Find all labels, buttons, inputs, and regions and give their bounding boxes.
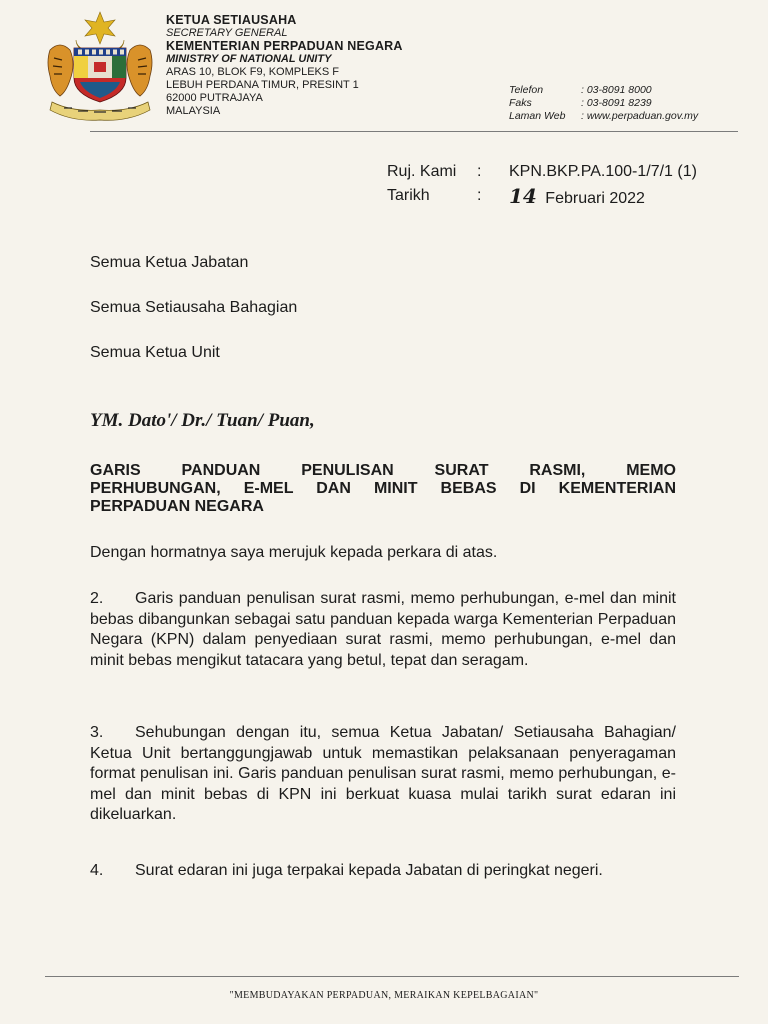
footer-motto: "MEMBUDAYAKAN PERPADUAN, MERAIKAN KEPELBAGAIAN" — [229, 990, 539, 1001]
recipient-line: Semua Ketua Jabatan — [90, 254, 249, 271]
fax-label: Faks — [509, 97, 532, 109]
handwritten-day: 14 — [509, 184, 537, 208]
salutation: YM. Dato'/ Dr./ Tuan/ Puan, — [90, 410, 315, 431]
paragraph-text: Garis panduan penulisan surat rasmi, memo perhubungan, e-mel dan minit bebas dibangunkan sebagai satu panduan kepada warga Kementerian Perpaduan Negara (KPN) dalam penyediaan surat rasmi, memo perhubungan, e-mel dan minit bebas mengikut tatacara yang betul, tepat dan seragam. — [90, 590, 676, 669]
ministry-name-english: MINISTRY OF NATIONAL UNITY — [166, 53, 332, 65]
date-colon: : — [477, 187, 482, 204]
recipient-line: Semua Setiausaha Bahagian — [90, 299, 298, 316]
date-value — [509, 184, 645, 211]
paragraph-number: 2. — [90, 590, 104, 607]
website-label: Laman Web — [509, 110, 566, 122]
paragraph-text: Surat edaran ini juga terpakai kepada Jabatan di peringkat negeri. — [135, 862, 603, 879]
address-line: MALAYSIA — [166, 105, 221, 117]
subject-line: PERPADUAN NEGARA — [90, 498, 264, 515]
reference-block — [387, 160, 697, 211]
intro-paragraph: Dengan hormatnya saya merujuk kepada perkara di atas. — [90, 544, 498, 561]
reference-colon: : — [477, 163, 482, 180]
paragraph-2 — [90, 589, 676, 671]
date-label: Tarikh — [387, 187, 430, 204]
sender-title-english: SECRETARY GENERAL — [166, 27, 288, 39]
paragraph-3 — [90, 723, 676, 826]
paragraph-number: 3. — [90, 724, 104, 741]
date-month-year: Februari 2022 — [545, 190, 645, 207]
sender-title: KETUA SETIAUSAHA — [166, 13, 297, 27]
fax-value: : 03-8091 8239 — [581, 97, 652, 109]
letterhead-divider — [90, 131, 738, 132]
contact-block — [509, 84, 698, 123]
reference-label: Ruj. Kami — [387, 163, 457, 180]
address-line: ARAS 10, BLOK F9, KOMPLEKS F — [166, 66, 340, 78]
website-value: : www.perpaduan.gov.my — [581, 110, 699, 122]
subject-line: PERHUBUNGAN, E-MEL DAN MINIT BEBAS DI KEMENTERIAN — [90, 480, 676, 497]
paragraph-4 — [90, 861, 676, 882]
recipient-line: Semua Ketua Unit — [90, 344, 220, 361]
subject-line: GARIS PANDUAN PENULISAN SURAT RASMI, MEMO — [90, 462, 676, 479]
address-line: LEBUH PERDANA TIMUR, PRESINT 1 — [166, 79, 359, 91]
phone-value: : 03-8091 8000 — [581, 84, 652, 96]
paragraph-text: Sehubungan dengan itu, semua Ketua Jabatan/ Setiausaha Bahagian/ Ketua Unit bertanggungjawab untuk memastikan pelaksanaan penyeragaman format penulisan ini. Garis panduan penulisan surat rasmi, memo perhubungan, e-mel dan minit bebas di KPN ini berkuat kuasa mulai tarikh surat edaran ini dikeluarkan. — [90, 724, 676, 823]
letter-subject — [90, 462, 676, 516]
ministry-name: KEMENTERIAN PERPADUAN NEGARA — [166, 39, 403, 53]
phone-label: Telefon — [509, 84, 544, 96]
paragraph-number: 4. — [90, 862, 104, 879]
letterhead-sender-block — [166, 14, 403, 118]
address-line: 62000 PUTRAJAYA — [166, 92, 263, 104]
reference-number: KPN.BKP.PA.100-1/7/1 (1) — [509, 163, 697, 180]
footer-divider — [45, 976, 739, 977]
coat-of-arms-logo — [44, 10, 156, 122]
